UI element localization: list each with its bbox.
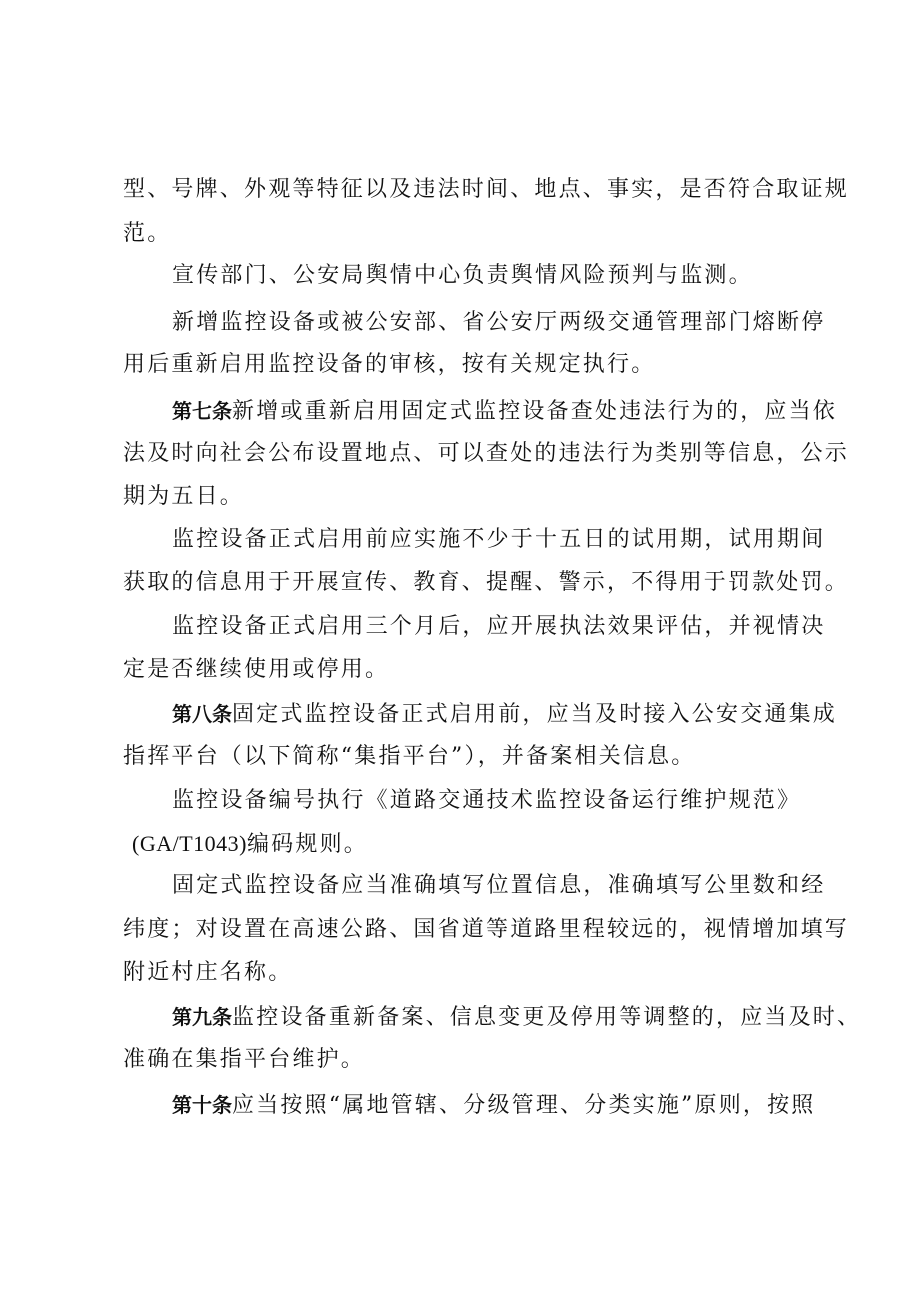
line-text: 新增监控设备或被公安部、省公安厅两级交通管理部门熔断停 [172,310,826,335]
line-text: 宣传部门、公安局舆情中心负责舆情风险预判与监测。 [172,263,753,288]
line-text: 监控设备正式启用三个月后，应开展执法效果评估，并视情决 [172,614,826,639]
paragraph-line [172,781,803,821]
line-text: 附近村庄名称。 [123,960,293,985]
paragraph-line [123,434,850,474]
paragraph-line [123,345,803,385]
standard-code: (GA/T1043) [132,831,247,856]
line-text: 监控设备重新备案、信息变更及停用等调整的，应当及时、 [232,1005,862,1030]
paragraph-line [123,1040,803,1080]
article-number: 第八条 [172,702,232,726]
line-text: 法及时向社会公布设置地点、可以查处的违法行为类别等信息，公示 [123,441,850,466]
line-text: 监控设备编号执行《道路交通技术监控设备运行维护规范》 [172,788,802,813]
line-text: 期为五日。 [123,484,245,509]
paragraph-line [123,910,850,950]
paragraph-line [123,563,850,603]
article-7-line [172,391,838,431]
line-text: 监控设备正式启用前应实施不少于十五日的试用期，试用期间 [172,527,826,552]
line-text: 范。 [123,221,172,246]
line-text: 新增或重新启用固定式监控设备查处违法行为的，应当依 [232,399,838,424]
line-text: 编码规则。 [246,832,368,857]
line-text: 型、号牌、外观等特征以及违法时间、地点、事实，是否符合取证规 [123,177,850,202]
line-text: 用后重新启用监控设备的审核，按有关规定执行。 [123,352,656,377]
article-9-line [172,997,862,1037]
paragraph-line [123,170,850,210]
article-number: 第十条 [172,1093,232,1117]
line-text: 应当按照“属地管辖、分级管理、分类实施”原则，按照 [232,1093,816,1118]
paragraph-line [172,866,826,906]
paragraph-line [172,256,803,296]
line-text: 纬度；对设置在高速公路、国省道等道路里程较远的，视情增加填写 [123,917,850,942]
paragraph-line [123,650,803,690]
line-text: 固定式监控设备正式启用前，应当及时接入公安交通集成 [232,702,838,727]
line-text: 获取的信息用于开展宣传、教育、提醒、警示，不得用于罚款处罚。 [123,570,850,595]
paragraph-line [132,824,812,864]
line-text: 固定式监控设备应当准确填写位置信息，准确填写公里数和经 [172,873,826,898]
paragraph-line [172,520,826,560]
paragraph-line [172,303,826,343]
paragraph-line [123,953,803,993]
paragraph-line [123,737,803,777]
line-text: 定是否继续使用或停用。 [123,657,390,682]
line-text: 准确在集指平台维护。 [123,1047,366,1072]
article-number: 第九条 [172,1005,232,1029]
line-text: 指挥平台（以下简称“集指平台”），并备案相关信息。 [123,744,696,769]
paragraph-line [172,607,826,647]
paragraph-line [123,214,803,254]
article-number: 第七条 [172,399,232,423]
article-10-line [172,1085,816,1125]
paragraph-line [123,477,803,517]
article-8-line [172,694,838,734]
